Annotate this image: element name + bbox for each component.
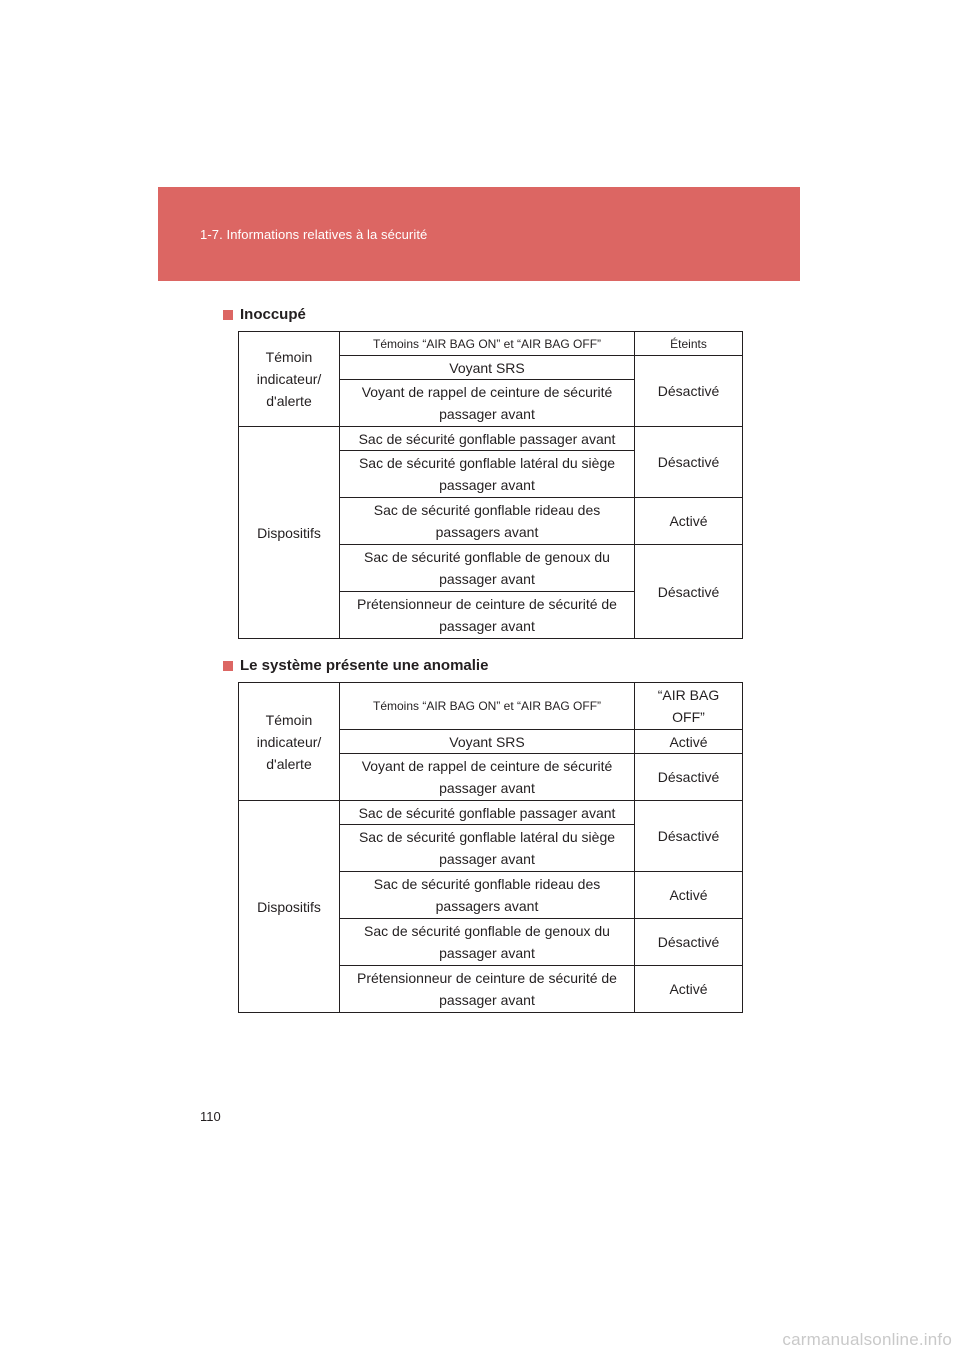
devices-category-cell: Dispositifs bbox=[239, 427, 340, 639]
knee-airbag-label: Sac de sécurité gonflable de genoux du passager avant bbox=[340, 545, 635, 592]
pretensioner-label: Prétensionneur de ceinture de sécurité de passager avant bbox=[340, 592, 635, 639]
square-bullet-icon bbox=[223, 310, 233, 320]
front-and-side-airbag-value: Désactivé bbox=[635, 801, 743, 872]
square-bullet-icon bbox=[223, 661, 233, 671]
front-passenger-airbag-label: Sac de sécurité gonflable passager avant bbox=[340, 427, 635, 451]
chapter-section-title: 1-7. Informations relatives à la sécurité bbox=[200, 227, 428, 242]
indicator-category-cell: Témoin indicateur/ d'alerte bbox=[239, 332, 340, 427]
srs-warning-light-label: Voyant SRS bbox=[340, 730, 635, 754]
side-airbag-label: Sac de sécurité gonflable latéral du siège passager avant bbox=[340, 451, 635, 498]
front-and-side-airbag-value: Désactivé bbox=[635, 427, 743, 498]
section-heading-malfunction bbox=[223, 657, 488, 674]
knee-and-pretensioner-value: Désactivé bbox=[635, 545, 743, 639]
srs-warning-light-value: Activé bbox=[635, 730, 743, 754]
section-title: Le système présente une anomalie bbox=[240, 657, 489, 674]
srs-and-belt-reminder-value: Désactivé bbox=[635, 356, 743, 427]
knee-airbag-label: Sac de sécurité gonflable de genoux du passager avant bbox=[340, 919, 635, 966]
pretensioner-value: Activé bbox=[635, 966, 743, 1013]
belt-reminder-light-label: Voyant de rappel de ceinture de sécurité passager avant bbox=[340, 754, 635, 801]
belt-reminder-light-label: Voyant de rappel de ceinture de sécurité passager avant bbox=[340, 380, 635, 427]
chapter-header-band bbox=[158, 187, 800, 281]
section-heading-unoccupied bbox=[223, 306, 306, 323]
airbag-on-off-lamps-label: Témoins “AIR BAG ON” et “AIR BAG OFF” bbox=[340, 683, 635, 730]
status-table-malfunction bbox=[238, 682, 743, 1013]
status-table-unoccupied bbox=[238, 331, 743, 639]
indicator-category-cell: Témoin indicateur/ d'alerte bbox=[239, 683, 340, 801]
airbag-on-off-lamps-label: Témoins “AIR BAG ON” et “AIR BAG OFF” bbox=[340, 332, 635, 356]
srs-warning-light-label: Voyant SRS bbox=[340, 356, 635, 380]
side-airbag-label: Sac de sécurité gonflable latéral du siège passager avant bbox=[340, 825, 635, 872]
curtain-airbag-value: Activé bbox=[635, 872, 743, 919]
airbag-on-off-lamps-value: “AIR BAG OFF” bbox=[635, 683, 743, 730]
curtain-airbag-value: Activé bbox=[635, 498, 743, 545]
belt-reminder-light-value: Désactivé bbox=[635, 754, 743, 801]
knee-airbag-value: Désactivé bbox=[635, 919, 743, 966]
curtain-airbag-label: Sac de sécurité gonflable rideau des passagers avant bbox=[340, 498, 635, 545]
devices-category-cell: Dispositifs bbox=[239, 801, 340, 1013]
watermark: carmanualsonline.info bbox=[782, 1330, 952, 1349]
section-title: Inoccupé bbox=[240, 306, 306, 323]
pretensioner-label: Prétensionneur de ceinture de sécurité de passager avant bbox=[340, 966, 635, 1013]
airbag-on-off-lamps-value: Éteints bbox=[635, 332, 743, 356]
page-number: 110 bbox=[200, 1109, 221, 1124]
front-passenger-airbag-label: Sac de sécurité gonflable passager avant bbox=[340, 801, 635, 825]
curtain-airbag-label: Sac de sécurité gonflable rideau des passagers avant bbox=[340, 872, 635, 919]
